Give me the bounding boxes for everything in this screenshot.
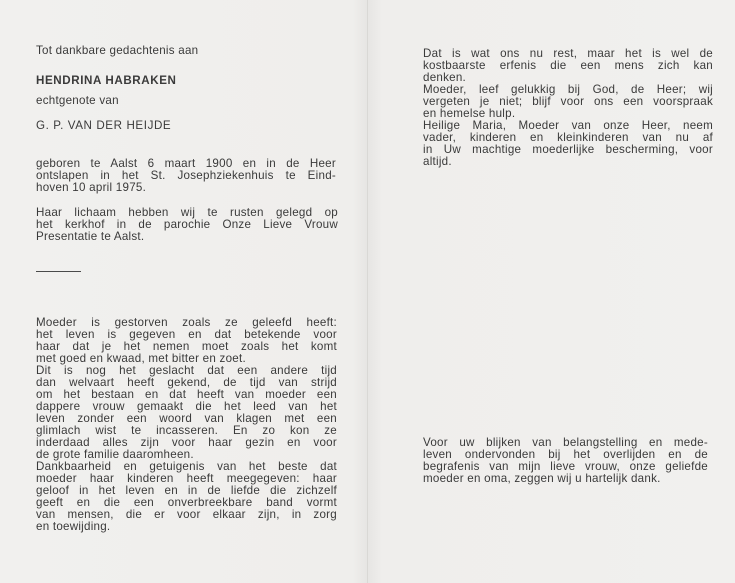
spouse-label: echtgenote van <box>36 94 119 107</box>
paragraph-line: de grote familie daaromheen. <box>36 448 194 461</box>
paragraph-line: geloof in het leven en in de liefde die zichzelf <box>36 484 337 497</box>
deceased-name: HENDRINA HABRAKEN <box>36 74 177 87</box>
paragraph-line: moeder en oma, zeggen wij u hartelijk dank. <box>423 472 661 485</box>
paragraph-line: Moeder is gestorven zoals ze geleefd heeft: <box>36 316 337 329</box>
paragraph-line: vader, kinderen en kleinkinderen van nu af <box>423 131 713 144</box>
paragraph-line: het leven is gegeven en dat betekende voor <box>36 328 337 341</box>
paragraph-line: glimlach wist te incasseren. En zo kon ze <box>36 424 337 437</box>
paragraph-line: Heilige Maria, Moeder van onze Heer, neem <box>423 119 713 132</box>
paragraph-line: moeder haar kinderen heeft meegegeven: haar <box>36 472 337 485</box>
paragraph-line: en toewijding. <box>36 520 111 533</box>
paragraph-line: het kerkhof in de parochie Onze Lieve Vrouw <box>36 218 338 231</box>
intro-text: Tot dankbare gedachtenis aan <box>36 44 199 57</box>
paragraph-line: kostbaarste erfenis die een mens zich kan <box>423 59 713 72</box>
paragraph-line: begrafenis van mijn lieve vrouw, onze geliefde <box>423 460 708 473</box>
paragraph-line: om het bestaan en dat heeft van moeder een <box>36 388 337 401</box>
divider-line <box>36 271 81 272</box>
paragraph-line: Dankbaarheid en getuigenis van het beste dat <box>36 460 337 473</box>
paragraph-line: Moeder, leef gelukkig bij God, de Heer; wij <box>423 83 713 96</box>
paragraph-line: Presentatie te Aalst. <box>36 230 145 243</box>
spouse-name: G. P. VAN DER HEIJDE <box>36 119 172 132</box>
paragraph-line: Dit is nog het geslacht dat een andere tijd <box>36 364 337 377</box>
paragraph-line: leven ondervonden bij het overlijden en de <box>423 448 708 461</box>
paragraph-line: altijd. <box>423 155 452 168</box>
paragraph-line: Dat is wat ons nu rest, maar het is wel de <box>423 47 713 60</box>
paragraph-line: ontslapen in het St. Josephziekenhuis te Eind- <box>36 169 336 182</box>
paragraph-line: geeft en die een onverbreekbare band vormt <box>36 496 337 509</box>
paragraph-line: denken. <box>423 71 467 84</box>
paragraph-line: Haar lichaam hebben wij te rusten gelegd op <box>36 206 338 219</box>
paragraph-line: met goed en kwaad, met bitter en zoet. <box>36 352 246 365</box>
paragraph-line: dappere vrouw gemaakt die het leed van het <box>36 400 337 413</box>
paragraph-line: van mensen, die er voor elkaar zijn, in zorg <box>36 508 337 521</box>
paragraph-line: leven zonder een woord van klagen met een <box>36 412 337 425</box>
paragraph-line: vergeten je niet; blijf voor ons een voorspraak <box>423 95 713 108</box>
paragraph-line: in Uw machtige moederlijke bescherming, voor <box>423 143 713 156</box>
paragraph-line: inderdaad alles zijn voor haar gezin en voor <box>36 436 337 449</box>
paragraph-line: haar dat je het nemen moet zoals het komt <box>36 340 337 353</box>
paragraph-line: Voor uw blijken van belangstelling en mede- <box>423 436 708 449</box>
paragraph-line: geboren te Aalst 6 maart 1900 en in de Heer <box>36 157 336 170</box>
paragraph-line: en hemelse hulp. <box>423 107 516 120</box>
paragraph-line: hoven 10 april 1975. <box>36 181 147 194</box>
card-fold <box>367 0 368 583</box>
paragraph-line: dan welvaart heeft gekend, de tijd van strijd <box>36 376 337 389</box>
